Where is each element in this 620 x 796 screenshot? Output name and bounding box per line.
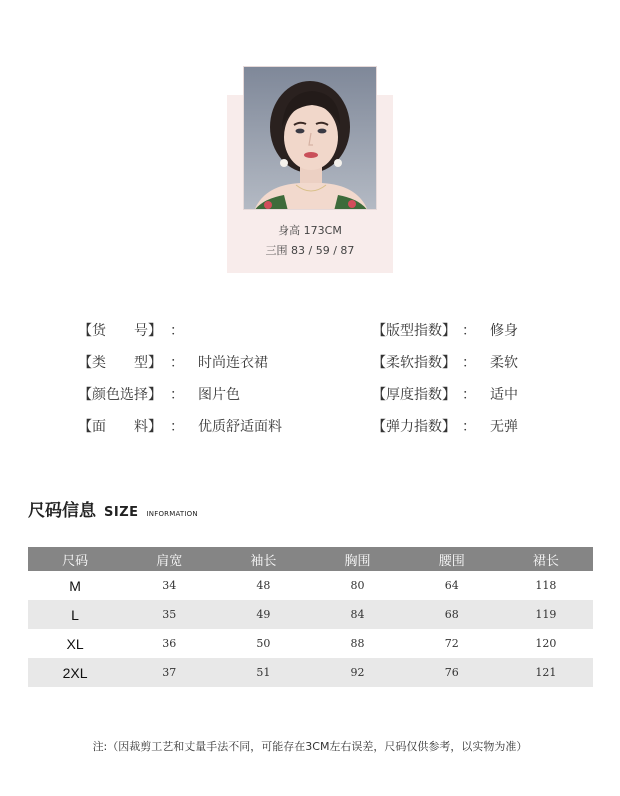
cell-size: M [69, 577, 81, 594]
spec-colon: ： [170, 355, 184, 371]
cell-bust: 80 [350, 579, 365, 592]
size-title-cn: 尺码信息 [28, 501, 96, 521]
spec-value-color: 图片色 [198, 387, 240, 403]
cell-bust: 84 [310, 600, 404, 629]
spec-value-elasticity: 无弹 [490, 419, 518, 435]
model-height: 身高 173CM [278, 224, 342, 237]
cell-sleeve: 49 [216, 600, 310, 629]
spec-colon: ： [462, 387, 476, 403]
cell-sleeve: 51 [216, 658, 310, 687]
cell-length: 120 [535, 637, 557, 650]
size-table [28, 547, 593, 687]
header-length: 裙长 [499, 547, 593, 571]
cell-shoulder: 35 [122, 600, 216, 629]
spec-colon: ： [462, 323, 476, 339]
cell-shoulder: 34 [162, 579, 177, 592]
table-row [28, 658, 593, 687]
cell-sleeve: 48 [256, 579, 271, 592]
model-portrait-image [244, 67, 377, 210]
spec-value-fabric: 优质舒适面料 [198, 419, 282, 435]
cell-waist: 72 [444, 637, 459, 650]
cell-waist: 76 [405, 658, 499, 687]
spec-label-fit: 【版型指数】 [372, 323, 456, 339]
cell-waist: 64 [444, 579, 459, 592]
cell-size: L [28, 600, 122, 629]
spec-value-thickness: 适中 [490, 387, 518, 403]
cell-waist: 68 [405, 600, 499, 629]
header-bust: 胸围 [310, 547, 404, 571]
spec-colon: ： [462, 419, 476, 435]
cell-length: 121 [499, 658, 593, 687]
cell-sleeve: 50 [256, 637, 271, 650]
cell-size: XL [66, 635, 84, 652]
model-measurements: 三围 83 / 59 / 87 [265, 244, 355, 257]
spec-value-type: 时尚连衣裙 [198, 355, 268, 371]
spec-label-color: 【颜色选择】 [78, 387, 162, 403]
table-row [28, 600, 593, 629]
table-row [28, 629, 593, 658]
cell-size: 2XL [28, 658, 122, 687]
cell-bust: 88 [350, 637, 365, 650]
header-waist: 腰围 [405, 547, 499, 571]
spec-label-thickness: 【厚度指数】 [372, 387, 456, 403]
spec-value-softness: 柔软 [490, 355, 518, 371]
spec-label-elasticity: 【弹力指数】 [372, 419, 456, 435]
table-row [28, 571, 593, 600]
spec-colon: ： [170, 419, 184, 435]
size-title-en-small: INFORMATION [146, 510, 198, 518]
model-photo [243, 66, 377, 210]
spec-label-fabric: 【面 料】 [78, 419, 162, 435]
cell-bust: 92 [310, 658, 404, 687]
header-shoulder: 肩宽 [122, 547, 216, 571]
header-size: 尺码 [28, 547, 122, 571]
cell-length: 118 [535, 579, 557, 592]
spec-colon: ： [170, 387, 184, 403]
spec-colon: ： [170, 323, 184, 339]
size-table-header [28, 547, 593, 571]
spec-colon: ： [462, 355, 476, 371]
spec-label-softness: 【柔软指数】 [372, 355, 456, 371]
size-note: 注:（因裁剪工艺和丈量手法不同，可能存在3CM左右误差，尺码仅供参考，以实物为准） [92, 740, 528, 753]
cell-length: 119 [499, 600, 593, 629]
cell-shoulder: 37 [122, 658, 216, 687]
size-section-title [28, 496, 198, 521]
spec-label-type: 【类 型】 [78, 355, 162, 371]
header-sleeve: 袖长 [216, 547, 310, 571]
spec-value-fit: 修身 [490, 323, 518, 339]
cell-shoulder: 36 [162, 637, 177, 650]
spec-label-item-number: 【货 号】 [78, 323, 162, 339]
size-title-en: SIZE [104, 505, 139, 520]
